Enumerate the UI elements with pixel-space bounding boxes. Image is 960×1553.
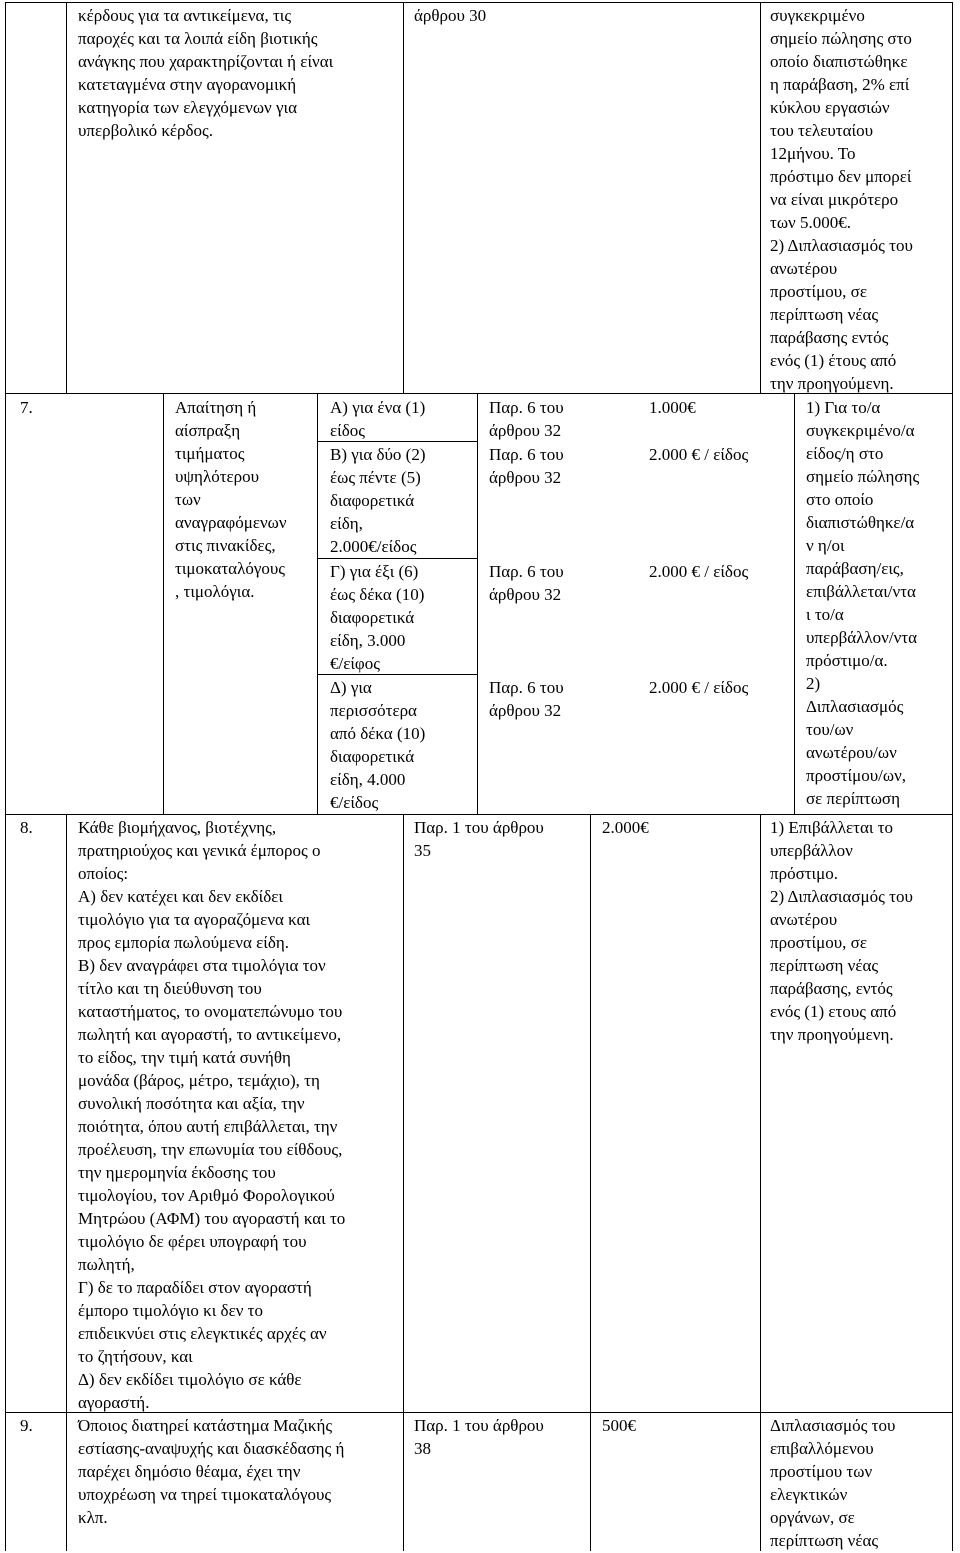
fine-amount: 1.000€ xyxy=(649,398,696,417)
column-divider xyxy=(163,393,164,814)
row-number: 9. xyxy=(20,1416,33,1435)
remarks: 1) Για το/α συγκεκριμένο/α είδος/η στο σημείο πώλησης στο οποίο διαπιστώθηκε/α ν η/οι παράβαση/εις, επιβάλλεται/ντα ι το/α υπερβάλλον/ντα πρόστιμο/α. 2) Διπλασιασμός του/ων ανωτέρου/ων προστίμου/ων, σε περίπτωση xyxy=(806,398,920,808)
violation-description: κέρδους για τα αντικείμενα, τις παροχές και τα λοιπά είδη βιοτικής ανάγκης που χαρακτηρίζονται ή είναι κατεταγμένα στην αγορανομική κατηγορία των ελεγχόμενων για υπερβολικό κέρδος. xyxy=(78,6,334,140)
column-divider xyxy=(317,393,318,814)
article-reference: Παρ. 1 του άρθρου 38 xyxy=(414,1416,544,1458)
row-divider xyxy=(5,814,953,815)
column-divider xyxy=(403,2,404,393)
column-divider xyxy=(794,393,795,814)
subcase-label: Γ) για έξι (6) έως δέκα (10) διαφορετικά είδη, 3.000 €/είφος xyxy=(330,562,425,673)
subcase-label: Β) για δύο (2) έως πέντε (5) διαφορετικά είδη, 2.000€/είδος xyxy=(330,445,426,556)
violation-description: Απαίτηση ή αίσπραξη τιμήματος υψηλότερου των αναγραφόμενων στις πινακίδες, τιμοκαταλόγους , τιμολόγια. xyxy=(175,398,287,601)
article-reference: Παρ. 6 του άρθρου 32 xyxy=(489,678,564,720)
fine-amount: 2.000 € / είδος xyxy=(649,678,749,697)
subcase-label: Δ) για περισσότερα από δέκα (10) διαφορετικά είδη, 4.000 €/είδος xyxy=(330,678,426,812)
table-right-border xyxy=(952,2,953,1551)
row-number: 8. xyxy=(20,818,33,837)
article-reference: Παρ. 1 του άρθρου 35 xyxy=(414,818,544,860)
article-reference: Παρ. 6 του άρθρου 32 xyxy=(489,562,564,604)
fine-amount: 2.000€ xyxy=(602,818,649,837)
violation-description: Όποιος διατηρεί κατάστημα Μαζικής εστίασης-αναψυχής και διασκέδασης ή παρέχει δημόσιο θέαμα, έχει την υποχρέωση να τηρεί τιμοκαταλόγους κλπ. xyxy=(78,1416,345,1527)
fine-amount: 2.000 € / είδος xyxy=(649,445,749,464)
column-divider xyxy=(66,2,67,393)
subcase-label: Α) για ένα (1) είδος xyxy=(330,398,426,440)
column-divider xyxy=(760,2,761,393)
violation-description: Κάθε βιομήχανος, βιοτέχνης, πρατηριούχος και γενικά έμπορος ο οποίος: Α) δεν κατέχει και δεν εκδίδει τιμολόγιο για τα αγοραζόμενα και προς εμπορία πωλούμενα είδη. Β) δεν αναγράφει στα τιμολόγια τον τίτλο και τη διεύθυνση του καταστήματος, το ονοματεπώνυμο του πωλητή και αγοραστή, το αντικείμενο, το είδος, την τιμή κατά συνήθη μονάδα (βάρος, μέτρο, τεμάχιο), τη συνολική ποσότητα και αξία, την ποιότητα, όπου αυτή επιβάλλεται, την προέλευση, την επωνυμία του είθδους, την ημερομηνία έκδοσης του τιμολογίου, τον Αριθμό Φορολογικού Μητρώου (ΑΦΜ) του αγοραστή και το τιμολόγιο δε φέρει υπογραφή του πωλητή, Γ) δε το παραδίδει στον αγοραστή έμπορο τιμολόγιο κι δεν το επιδεικνύει στις ελεγκτικές αρχές αν το ζητήσουν, και Δ) δεν εκδίδει τιμολόγιο σε κάθε αγοραστή. xyxy=(78,818,346,1412)
column-divider xyxy=(66,814,67,1551)
subrow-divider xyxy=(317,558,477,559)
column-divider xyxy=(590,814,591,1551)
remarks: 1) Επιβάλλεται το υπερβάλλον πρόστιμο. 2) Διπλασιασμός του ανωτέρου προστίμου, σε περίπτωση νέας παράβασης, εντός ενός (1) ετους από την προηγούμενη. xyxy=(770,818,913,1044)
fine-amount: 2.000 € / είδος xyxy=(649,562,749,581)
article-reference: Παρ. 6 του άρθρου 32 xyxy=(489,445,564,487)
article-reference: Παρ. 6 του άρθρου 32 xyxy=(489,398,564,440)
row-number: 7. xyxy=(20,398,33,417)
column-divider xyxy=(760,814,761,1551)
column-divider xyxy=(477,393,478,814)
table-top-border xyxy=(5,2,953,3)
remarks: Διπλασιασμός του επιβαλλόμενου προστίμου των ελεγκτικών οργάνων, σε περίπτωση νέας xyxy=(770,1416,896,1550)
remarks: συγκεκριμένο σημείο πώλησης στο οποίο διαπιστώθηκε η παράβαση, 2% επί κύκλου εργασιών του τελευταίου 12μήνου. Το πρόστιμο δεν μπορεί να είναι μικρότερο των 5.000€. 2) Διπλασιασμός του ανωτέρου προστίμου, σε περίπτωση νέας παράβασης εντός ενός (1) έτους από την προηγούμενη. xyxy=(770,6,913,393)
fine-amount: 500€ xyxy=(602,1416,636,1435)
article-reference: άρθρου 30 xyxy=(414,6,487,25)
table-left-border xyxy=(5,2,6,1551)
column-divider xyxy=(403,814,404,1551)
